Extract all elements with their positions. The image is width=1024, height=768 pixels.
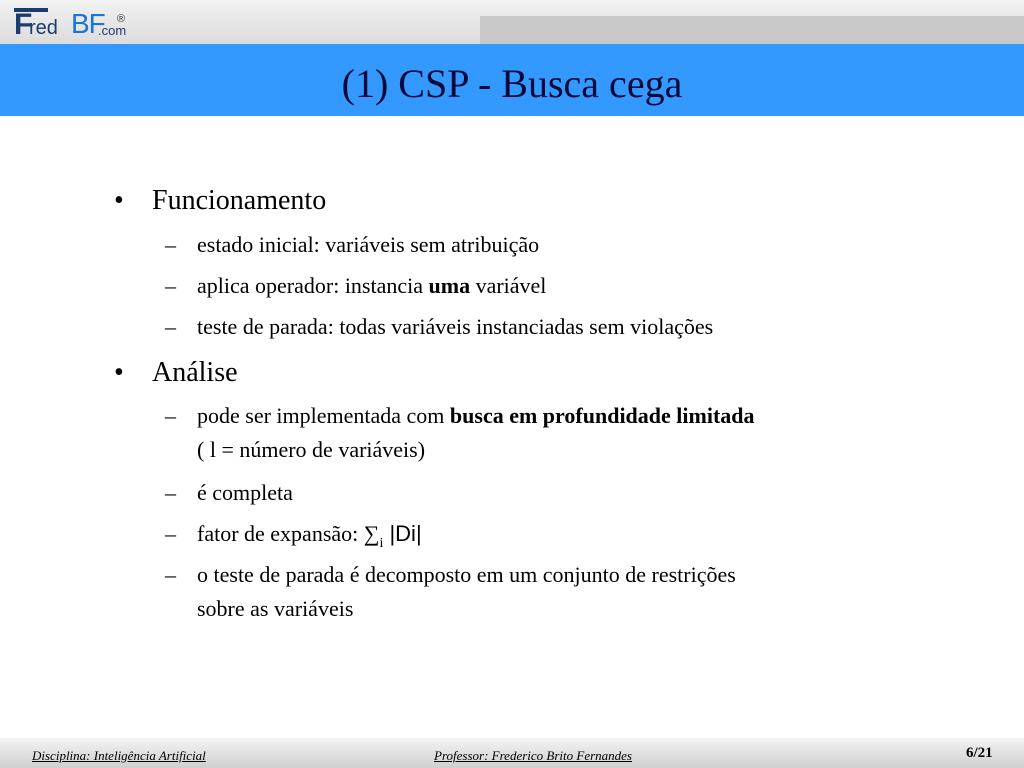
dash-marker: – [165,403,176,428]
text-part: variável [470,273,547,298]
dash-marker: – [165,521,176,546]
footer-professor: Professor: Frederico Brito Fernandes [434,748,632,763]
text-part: fator de expansão: [197,521,364,546]
page-number: 6/21 [966,745,993,761]
bullet-heading: Funcionamento [152,185,327,216]
logo-registered: ® [117,13,126,25]
bullet-heading: Análise [152,357,238,388]
footer-discipline: Disciplina: Inteligência Artificial [32,748,206,763]
sub-item-text: é completa [197,480,293,505]
dash-marker: – [165,232,176,257]
dash-marker: – [165,273,176,298]
sub-item-text [197,399,755,433]
text-part: aplica operador: instancia [197,273,429,298]
sub-item-text [197,517,422,555]
dash-marker: – [165,314,176,339]
bullet-marker: • [114,185,124,216]
text-part: pode ser implementada com [197,403,450,428]
logo-f: F [14,8,33,41]
dash-marker: – [165,562,176,587]
bold-text: uma [428,273,471,298]
text-part: |Di| [383,521,422,546]
logo-red: red [29,17,58,39]
subscript-i: i [379,536,384,551]
sub-item-text: o teste de parada é decomposto em um conjunto de restrições [197,562,736,587]
sub-item-text: estado inicial: variáveis sem atribuição [197,232,540,257]
dash-marker: – [165,480,176,505]
logo-bf: BF [71,8,105,39]
sub-item-text-line2: sobre as variáveis [197,596,354,621]
slide-title: (1) CSP - Busca cega [341,61,683,106]
sub-item-text: teste de parada: todas variáveis instanciadas sem violações [197,314,714,339]
logo-com: .com [98,23,127,38]
sub-item-text [197,269,546,303]
bullet-marker: • [114,357,124,388]
sub-item-text-line2: ( l = número de variáveis) [197,437,426,462]
sigma-symbol: ∑ [363,521,380,546]
bold-text: busca em profundidade limitada [449,403,755,428]
